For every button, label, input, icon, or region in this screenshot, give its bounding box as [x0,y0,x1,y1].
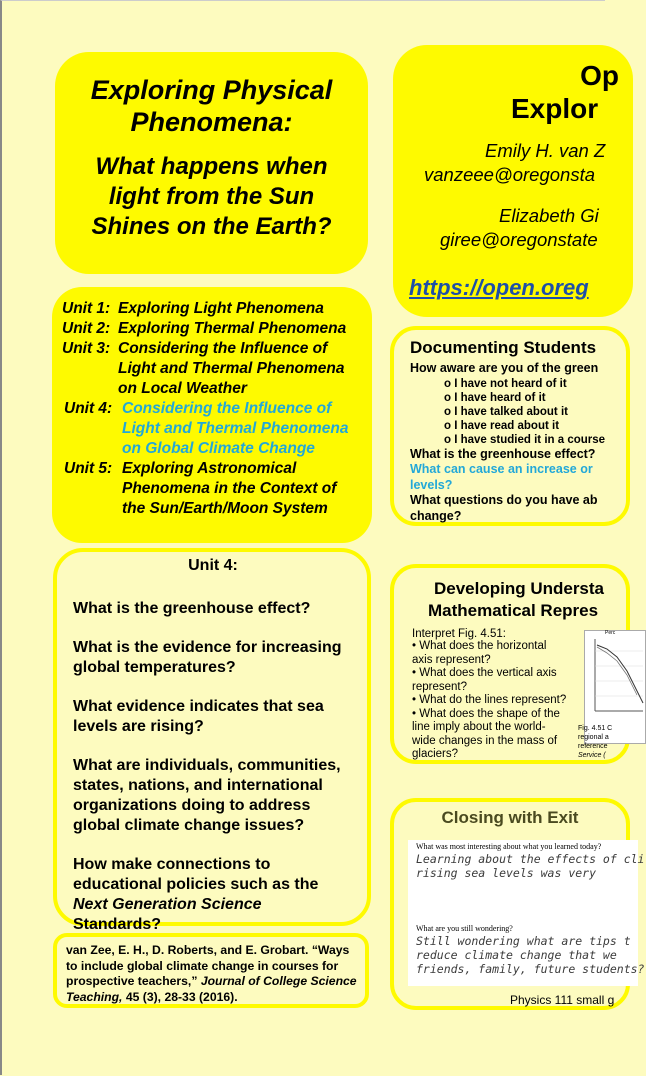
caption-line: Service ( [578,752,606,759]
unit-item [62,339,372,399]
survey-option: o I have heard of it [444,391,546,404]
unit-label: Unit 4: [64,400,113,417]
title-line: Exploring Physical [90,75,333,105]
citation [66,943,357,1005]
panel-title: Closing with Exit [441,808,579,827]
caption-line: Fig. 4.51 C [578,725,613,732]
question-item: What are individuals, communities, states, nations, and international organizations doing to address global climate change issues? [73,757,341,834]
figure-caption [578,724,638,760]
handwritten-answer: Learning about the effects of cli [416,852,645,866]
unit-text: the Sun/Earth/Moon System [122,500,328,517]
survey-question: change? [410,508,462,523]
figure-question: • What do the lines represent? [412,694,567,706]
question-item: What evidence indicates that sea levels are rising? [73,698,324,735]
title-fragment: Explor [511,93,599,124]
figure-question: • What does the shape of the line imply about the world-wide changes in the mass of glaciers? [412,707,560,760]
unit-label: Unit 5: [64,460,113,477]
unit-item [64,459,372,519]
poster-title [55,74,368,138]
survey-question: How aware are you of the green [410,361,599,375]
unit-text: Exploring Astronomical [122,460,297,477]
ngss-name: Next Generation Science [73,896,262,913]
survey-question-highlight: levels? [410,477,453,492]
panel-title: Developing Understa [433,579,605,598]
resource-link[interactable]: https://open.oreg [409,275,589,300]
question-item: What is the greenhouse effect? [73,600,311,617]
citation-journal: Journal of College Science Teaching, [66,974,357,1004]
author-email: giree@oregonstate [440,229,598,250]
unit-text: Considering the Influence of [122,400,332,417]
panel-title: Documenting Students [410,338,597,357]
exit-ticket-panel [390,798,645,1010]
handwritten-answer: Still wondering what are tips t [416,934,631,948]
survey-question: What is the greenhouse effect? [410,446,596,461]
survey-question: What questions do you have ab [410,493,598,507]
reference-panel [53,933,369,1008]
figure-question: • What does the horizontal axis represent? [412,640,547,666]
survey-question-highlight: What can cause an increase or [410,462,593,476]
survey-option: o I have read about it [444,419,560,432]
handwritten-answer: rising sea levels was very [416,866,597,880]
author-name: Emily H. van Z [485,140,606,161]
unit-text: Light and Thermal Phenomena [122,420,349,437]
unit-text: Considering the Influence of [118,340,328,357]
unit-text: on Local Weather [118,380,247,397]
caption-line: reference [578,743,608,750]
unit-text: Exploring Thermal Phenomena [118,320,347,337]
question-item [73,855,353,935]
developing-panel [390,564,630,764]
unit-item-active [64,399,372,459]
figure-header: Perc [605,630,616,636]
handwritten-answer: reduce climate change that we [416,948,617,962]
title-panel [55,52,368,274]
unit4-questions-panel [53,548,371,933]
photo-caption: Physics 111 small g [510,993,615,1007]
unit-item [62,319,372,339]
survey-option: o I have talked about it [444,405,568,418]
unit-text: Light and Thermal Phenomena [118,360,345,377]
graph-icon [585,631,645,721]
citation-authors: van Zee, E. H., D. Roberts, and E. Grobart. “Ways to include global climate change in courses for prospective teachers,” [66,943,350,988]
unit-label: Unit 1: [62,300,111,317]
figure-prompt: Interpret Fig. 4.51: [412,628,506,640]
unit-text: on Global Climate Change [122,440,315,457]
documenting-panel [390,326,630,526]
unit-text: Phenomena in the Context of [122,480,337,497]
ticket-prompt: What was most interesting about what you learned today? [416,842,602,851]
unit-item [62,299,372,319]
title-line: Phenomena: [130,107,293,137]
author-panel [393,45,633,317]
figure-question: • What does the vertical axis represent? [412,667,557,693]
caption-line: regional a [578,734,609,741]
panel-title: Mathematical Repres [428,601,599,620]
question-text: How make connections to educational policies such as the [73,856,319,893]
question-line: What happens when [95,153,328,180]
units-panel [52,287,372,543]
survey-option: o I have not heard of it [444,377,567,390]
unit-label: Unit 3: [62,340,111,357]
ticket-prompt: What are you still wondering? [416,924,513,933]
question-line: light from the Sun [108,183,315,210]
citation-volume: 45 (3), 28-33 (2016). [125,989,238,1004]
title-fragment: Op [580,60,619,91]
question-text: Standards? [73,916,162,933]
question-item: What is the evidence for increasing global temperatures? [73,639,342,676]
handwritten-answer: friends, family, future students? [416,962,645,976]
unit-text: Exploring Light Phenomena [118,300,324,317]
author-title [393,59,633,125]
guiding-question [55,152,368,242]
unit4-heading: Unit 4: [188,557,238,574]
exit-ticket-card [408,840,645,986]
author-email: vanzeee@oregonsta [424,164,596,185]
survey-option: o I have studied it in a course [444,433,606,446]
unit-label: Unit 2: [62,320,111,337]
question-line: Shines on the Earth? [91,213,332,240]
author-name: Elizabeth Gi [499,205,599,226]
